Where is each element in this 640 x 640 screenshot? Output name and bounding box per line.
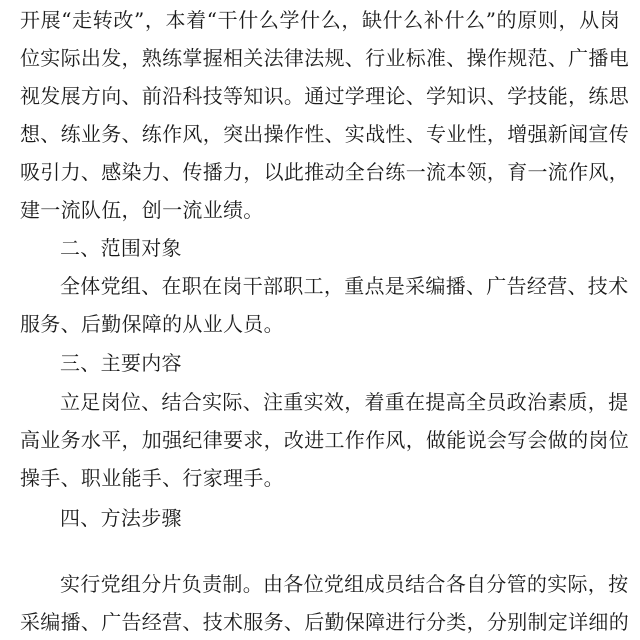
paragraph-line: 开展“走转改”，本着“干什么学什么，缺什么补什么”的原则，从岗 <box>20 8 620 32</box>
section-heading: 四、方法步骤 <box>60 506 182 530</box>
paragraph-line: 操手、职业能手、行家理手。 <box>20 466 284 490</box>
paragraph-line: 位实际出发，熟练掌握相关法律法规、行业标准、操作规范、广播电 <box>20 46 629 70</box>
paragraph-line: 服务、后勤保障的从业人员。 <box>20 312 284 336</box>
paragraph-line: 吸引力、感染力、传播力，以此推动全台练一流本领，育一流作风， <box>20 160 629 184</box>
paragraph-line: 采编播、广告经营、技术服务、后勤保障进行分类，分别制定详细的 <box>20 610 629 634</box>
paragraph-line: 建一流队伍，创一流业绩。 <box>20 198 264 222</box>
paragraph-line: 实行党组分片负责制。由各位党组成员结合各自分管的实际，按 <box>60 572 629 596</box>
paragraph-line: 视发展方向、前沿科技等知识。通过学理论、学知识、学技能，练思 <box>20 84 629 108</box>
section-heading: 二、范围对象 <box>60 236 182 260</box>
paragraph-line: 想、练业务、练作风，突出操作性、实战性、专业性，增强新闻宣传 <box>20 122 629 146</box>
section-heading: 三、主要内容 <box>60 351 182 375</box>
paragraph-line: 高业务水平，加强纪律要求，改进工作作风，做能说会写会做的岗位 <box>20 428 629 452</box>
paragraph-line: 立足岗位、结合实际、注重实效，着重在提高全员政治素质，提 <box>60 390 629 414</box>
paragraph-line: 全体党组、在职在岗干部职工，重点是采编播、广告经营、技术 <box>60 274 629 298</box>
